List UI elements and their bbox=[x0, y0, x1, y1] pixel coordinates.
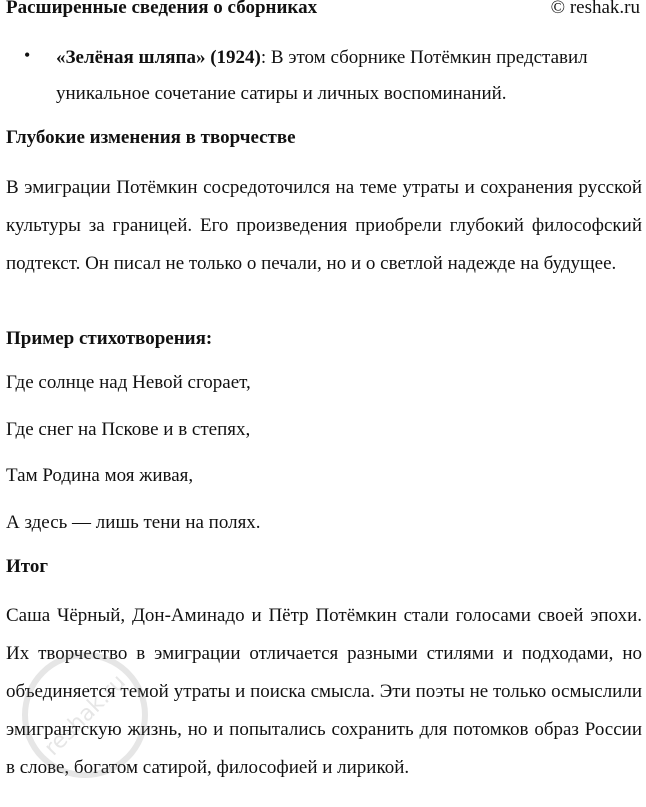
section-paragraph: В эмиграции Потёмкин сосредоточился на теме утраты и сохранения русской культуры за границей. Его произведения приобрели глубокий философский подтекст. Он писал не только о печали, но и о светлой надежде на будущее. bbox=[6, 177, 642, 274]
summary-heading: Итог bbox=[6, 556, 48, 577]
section-heading: Глубокие изменения в творчестве bbox=[6, 127, 296, 148]
poem-line: А здесь — лишь тени на полях. bbox=[6, 512, 261, 533]
collection-description: : В этом сборнике Потёмкин представил уникальное сочетание сатиры и личных воспоминаний. bbox=[56, 47, 588, 104]
poem-line: Там Родина моя живая, bbox=[6, 465, 194, 486]
poem-line: Где солнце над Невой сгорает, bbox=[6, 372, 251, 393]
summary-paragraph: Саша Чёрный, Дон-Аминадо и Пётр Потёмкин стали голосами своей эпохи. Их творчество в эмиграции отличается разными стилями и подходами, но объединяется темой утраты и поиска смысла. Эти поэты не только осмыслили эмигрантскую жизнь, но и попытались сохранить для потомков образ России в слове, богатом сатирой, философией и лирикой. bbox=[6, 605, 642, 778]
page-title: Расширенные сведения о сборниках bbox=[6, 0, 318, 18]
watermark-text: reshak.ru bbox=[39, 669, 131, 761]
poem-heading: Пример стихотворения: bbox=[6, 328, 213, 349]
poem-line: Где снег на Пскове и в степях, bbox=[6, 419, 251, 440]
bullet-icon: • bbox=[24, 45, 31, 65]
list-item-text bbox=[56, 40, 644, 112]
collection-title: «Зелёная шляпа» (1924) bbox=[56, 47, 261, 68]
copyright-label: © reshak.ru bbox=[550, 0, 640, 18]
